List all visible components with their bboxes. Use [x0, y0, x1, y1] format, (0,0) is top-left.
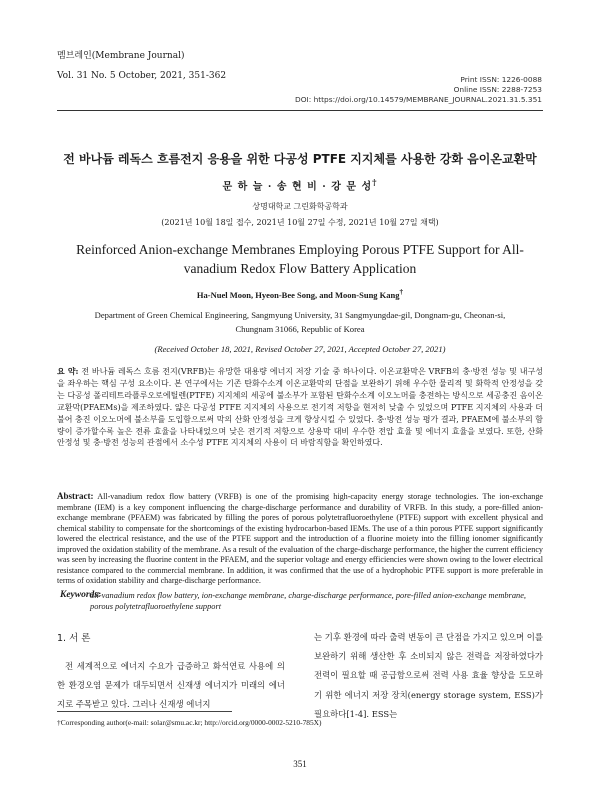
- volume-info: Vol. 31 No. 5 October, 2021, 351-362: [57, 71, 227, 81]
- english-abstract-text: All-vanadium redox flow battery (VRFB) is one of the promising high-capacity energy storage technologies. The ion-exchange membrane (IEM) is a key component influencing the charge-discharge performance and durability of VRFB. In this study, a pore-filled anion-exchange membrane (PFAEM) was fabricated by filling the pores of porous polytetrafluoroethylene (PTFE) support with excellent physical and chemical stability to compensate for the shortcomings of the existing hydrocarbon-based IEMs. The use of a thin porous PTFE support significantly lowered the electrical resistance, and the use of the PTFE support and the introduction of a fluorine moiety into the filling ionomer significantly improved the oxidation stability of the membrane. As a result of the evaluation of the charge-discharge performance, the higher the current efficiency was seen by increasing the fluorine content in the PFAEM, and the superior voltage and energy efficiencies were shown owing to the lower electrical resistance compared to the commercial membrane. In addition, it was confirmed that the use of a hydrophobic PTFE support is more preferable in terms of oxidation stability and charge-discharge performance.: [57, 492, 543, 585]
- print-issn: Print ISSN: 1226-0088: [460, 75, 542, 84]
- korean-abstract-text: 전 바나듐 레독스 흐름 전지(VRFB)는 유망한 대용량 에너지 저장 기술 중 하나이다. 이온교환막은 VRFB의 충·방전 성능 및 내구성을 좌우하는 핵심 구성 요소이다. 본 연구에서는 기존 탄화수소계 이온교환막의 단점을 보완하기 위해 우수한 물리적 및 화학적 안정성을 갖는 다공성 폴리테트라플루오로에틸렌(PTFE) 지지체의 세공에 불소부가 포함된 탄화수소계 이오노머를 충전하는 방식으로 세공충진 음이온교환막(PFAEMs)을 제조하였다. 얇은 다공성 PTFE 지지체의 사용으로 전기적 저항을 현저히 낮출 수 있었으며 PTFE 지지체의 사용과 더불어 충진 이오노머에 불소부를 도입함으로써 막의 산화 안정성을 크게 향상시킬 수 있었다. 충·방전 성능 평가 결과, PFAEM에 불소부의 함량이 증가할수록 높은 전류 효율을 나타내었으며 낮은 전기적 저항으로 상용막 대비 우수한 전압 효율 및 에너지 효율을 보였다. 또한, 산화 안정성 및 충·방전 성능의 관점에서 소수성 PTFE 지지체의 사용이 더 바람직함을 확인하였다.: [57, 367, 543, 448]
- english-received-dates: (Received October 18, 2021, Revised October 27, 2021, Accepted October 27, 2021): [154, 344, 446, 354]
- corresponding-author-footnote: †Corresponding author(e-mail: solar@smu.ac.kr; http://orcid.org/0000-0002-5210-785X): [57, 718, 322, 727]
- english-affiliation-line1: Department of Green Chemical Engineering, Sangmyung University, 31 Sangmyungdae-gil, Dongnam-gu, Cheonan-si,: [94, 310, 506, 320]
- page-number: 351: [293, 759, 307, 769]
- intro-paragraph-right: 는 기후 환경에 따라 출력 변동이 큰 단점을 가지고 있으며 이를 보완하기 위해 생산한 후 소비되지 않은 전력을 저장하였다가 전력이 필요할 때 공급함으로써 전력 사용 효율 향상을 도모하기 위한 에너지 저장 장치(energy storage system, ESS)가 필요하다[1-4]. ESS는: [314, 632, 543, 719]
- english-affiliation: [60, 308, 540, 336]
- english-title: Reinforced Anion-exchange Membranes Employing Porous PTFE Support for All-vanadium Redox Flow Battery Application: [76, 242, 524, 276]
- intro-paragraph-left: 전 세계적으로 에너지 수요가 급증하고 화석연료 사용에 의한 환경오염 문제가 대두되면서 신재생 에너지가 미래의 에너지로 주목받고 있다. 그러나 신재생 에너지: [57, 661, 285, 710]
- english-affiliation-line2: Chungnam 31066, Republic of Korea: [235, 324, 365, 334]
- body-column-left: [57, 657, 285, 715]
- section-heading-introduction: 1. 서 론: [57, 633, 91, 644]
- header-divider: [57, 110, 543, 111]
- korean-received-dates: (2021년 10월 18일 접수, 2021년 10월 27일 수정, 2021년 10월 27일 채택): [161, 218, 439, 227]
- english-authors: [0, 288, 600, 300]
- journal-name: 멤브레인(Membrane Journal): [57, 51, 185, 61]
- korean-abstract-label: 요 약:: [57, 366, 79, 376]
- keywords-text: all-vanadium redox flow battery, ion-exchange membrane, charge-discharge performance, pore-filled anion-exchange membrane, porous polytetrafluoroethylene support: [90, 591, 527, 611]
- body-column-right: [314, 628, 543, 724]
- korean-author-names: 문 하 늘 · 송 현 비 · 강 문 성: [222, 181, 373, 193]
- doi-link[interactable]: DOI: https://doi.org/10.14579/MEMBRANE_JOURNAL.2021.31.5.351: [295, 95, 542, 104]
- footnote-divider: [57, 711, 232, 712]
- keywords: [60, 590, 543, 612]
- online-issn: Online ISSN: 2288-7253: [453, 85, 542, 94]
- korean-title: 전 바나듐 레독스 흐름전지 응용을 위한 다공성 PTFE 지지체를 사용한 강화 음이온교환막: [63, 152, 537, 166]
- english-author-mark: †: [399, 288, 404, 296]
- english-author-names: Ha-Nuel Moon, Hyeon-Bee Song, and Moon-Sung Kang: [196, 289, 400, 300]
- korean-author-mark: †: [372, 177, 378, 187]
- english-abstract: [57, 491, 543, 587]
- korean-authors: [0, 177, 600, 192]
- korean-affiliation: 상명대학교 그린화학공학과: [252, 202, 348, 211]
- korean-abstract: [57, 366, 543, 449]
- english-abstract-label: Abstract:: [57, 491, 94, 501]
- keywords-label: Keywords:: [60, 590, 102, 600]
- issn-block: [295, 75, 542, 105]
